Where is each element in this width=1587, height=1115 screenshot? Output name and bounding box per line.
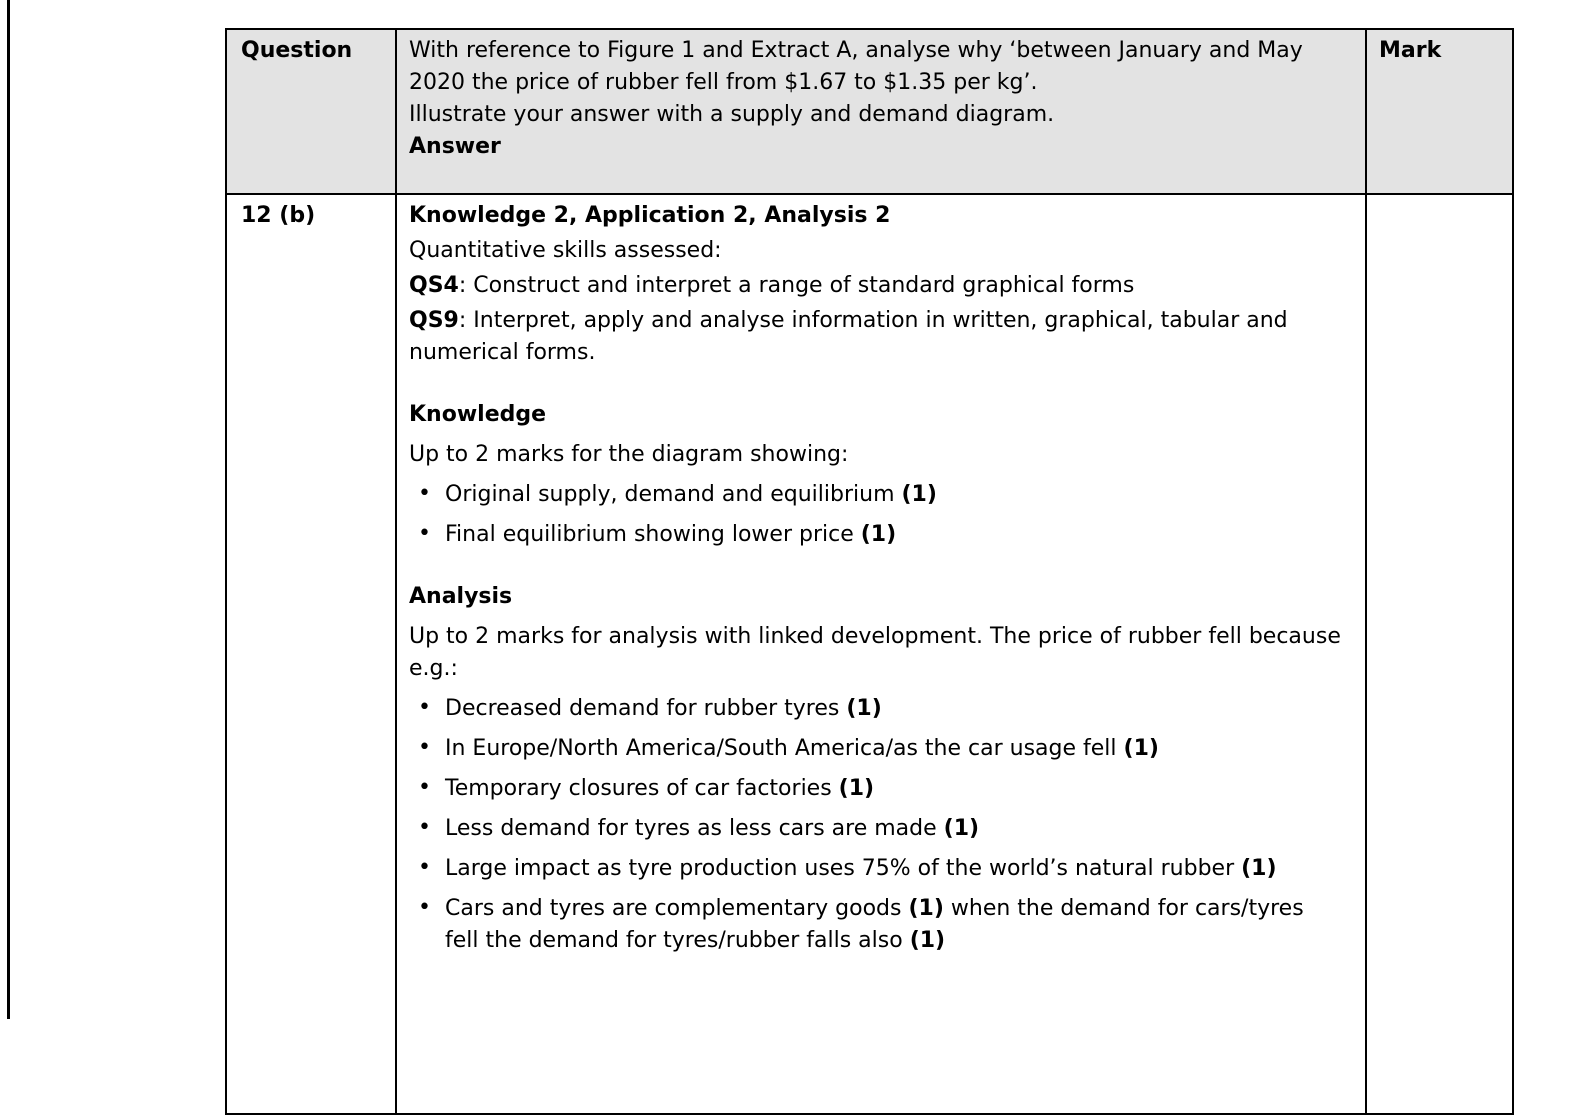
- bullet-text: [445, 816, 979, 841]
- text: Original supply, demand and equilibrium: [445, 482, 902, 507]
- bullet-icon: •: [418, 895, 431, 920]
- question-header-cell: [226, 29, 396, 194]
- text: Quantitative skills assessed:: [409, 238, 722, 263]
- text: Less demand for tyres as less cars are made: [445, 816, 944, 841]
- bullet-text: [445, 522, 896, 547]
- bullet-icon: •: [418, 855, 431, 880]
- text: : Interpret, apply and analyse information in written, graphical, tabular and numerical forms.: [409, 308, 1288, 365]
- mark-header-cell: [1366, 29, 1513, 194]
- bullet-item: [409, 519, 1341, 551]
- text: Illustrate your answer with a supply and demand diagram.: [409, 102, 1055, 127]
- bold-text: (1): [901, 482, 937, 507]
- bold-text: (1): [846, 696, 882, 721]
- question-header-label: Question: [241, 38, 353, 63]
- bold-text: (1): [1241, 856, 1277, 881]
- text-paragraph: [409, 621, 1341, 685]
- bullet-item: [409, 733, 1341, 765]
- bold-text: (1): [943, 816, 980, 841]
- bold-text: (1): [908, 896, 944, 921]
- text: Analysis: [409, 584, 513, 609]
- table-answer-row: [226, 194, 1513, 1114]
- bullet-text: [445, 482, 937, 507]
- bold-text: Answer: [409, 134, 501, 159]
- page-left-border: [7, 0, 10, 1019]
- bullet-icon: •: [418, 695, 431, 720]
- bullet-text: [445, 896, 1304, 953]
- bold-text: Knowledge 2, Application 2, Analysis 2: [409, 203, 891, 228]
- bullet-icon: •: [418, 521, 431, 546]
- bold-text: (1): [860, 522, 897, 547]
- text: Cars and tyres are complementary goods: [445, 896, 909, 921]
- text-paragraph: [409, 270, 1341, 302]
- text-paragraph: [409, 305, 1341, 369]
- section-heading: [409, 399, 1341, 431]
- text: : Construct and interpret a range of standard graphical forms: [458, 273, 1135, 298]
- text: Final equilibrium showing lower price: [445, 522, 861, 547]
- answer-content: [409, 200, 1341, 957]
- question-number: 12 (b): [241, 203, 316, 228]
- bullet-item: [409, 693, 1341, 725]
- mark-value-cell: [1366, 194, 1513, 1114]
- text: In Europe/North America/South America/as the car usage fell: [445, 736, 1124, 761]
- bullet-item: [409, 813, 1341, 845]
- text: Temporary closures of car factories: [445, 776, 839, 801]
- bold-text: (1): [909, 928, 946, 953]
- text: Up to 2 marks for the diagram showing:: [409, 442, 849, 467]
- text: Knowledge: [409, 402, 547, 427]
- question-prompt-cell: [396, 29, 1366, 194]
- bold-text: (1): [838, 776, 875, 801]
- bullet-item: [409, 773, 1341, 805]
- text-paragraph: [409, 200, 1341, 232]
- mark-scheme-table: [225, 28, 1514, 1115]
- text-paragraph: [409, 35, 1341, 99]
- text: With reference to Figure 1 and Extract A, analyse why ‘between January and May 2020 the price of rubber fell from $1.67 to $1.35 per kg’.: [409, 38, 1303, 95]
- bullet-icon: •: [418, 735, 431, 760]
- bullet-text: [445, 736, 1159, 761]
- bold-text: (1): [1123, 736, 1159, 761]
- bullet-text: [445, 776, 874, 801]
- bullet-icon: •: [418, 815, 431, 840]
- question-prompt-text: [409, 35, 1341, 163]
- bullet-text: [445, 856, 1277, 881]
- bullet-item: [409, 853, 1341, 885]
- bullet-item: [409, 893, 1341, 957]
- text-paragraph: [409, 235, 1341, 267]
- text: Large impact as tyre production uses 75% of the world’s natural rubber: [445, 856, 1242, 881]
- bold-text: QS4: [409, 273, 459, 298]
- question-number-cell: [226, 194, 396, 1114]
- bullet-icon: •: [418, 481, 431, 506]
- mark-header-label: Mark: [1379, 38, 1442, 63]
- text-paragraph: [409, 439, 1341, 471]
- text: when the demand for cars/tyres fell the demand for tyres/rubber falls also: [445, 896, 1304, 953]
- text: Up to 2 marks for analysis with linked development. The price of rubber fell because e.g.:: [409, 624, 1341, 681]
- bullet-icon: •: [418, 775, 431, 800]
- section-heading: [409, 581, 1341, 613]
- table-header-row: [226, 29, 1513, 194]
- answer-content-cell: [396, 194, 1366, 1114]
- text-paragraph: [409, 99, 1341, 131]
- bold-text: QS9: [409, 308, 459, 333]
- bullet-item: [409, 479, 1341, 511]
- text-paragraph: [409, 131, 1341, 163]
- bullet-text: [445, 696, 882, 721]
- text: Decreased demand for rubber tyres: [445, 696, 847, 721]
